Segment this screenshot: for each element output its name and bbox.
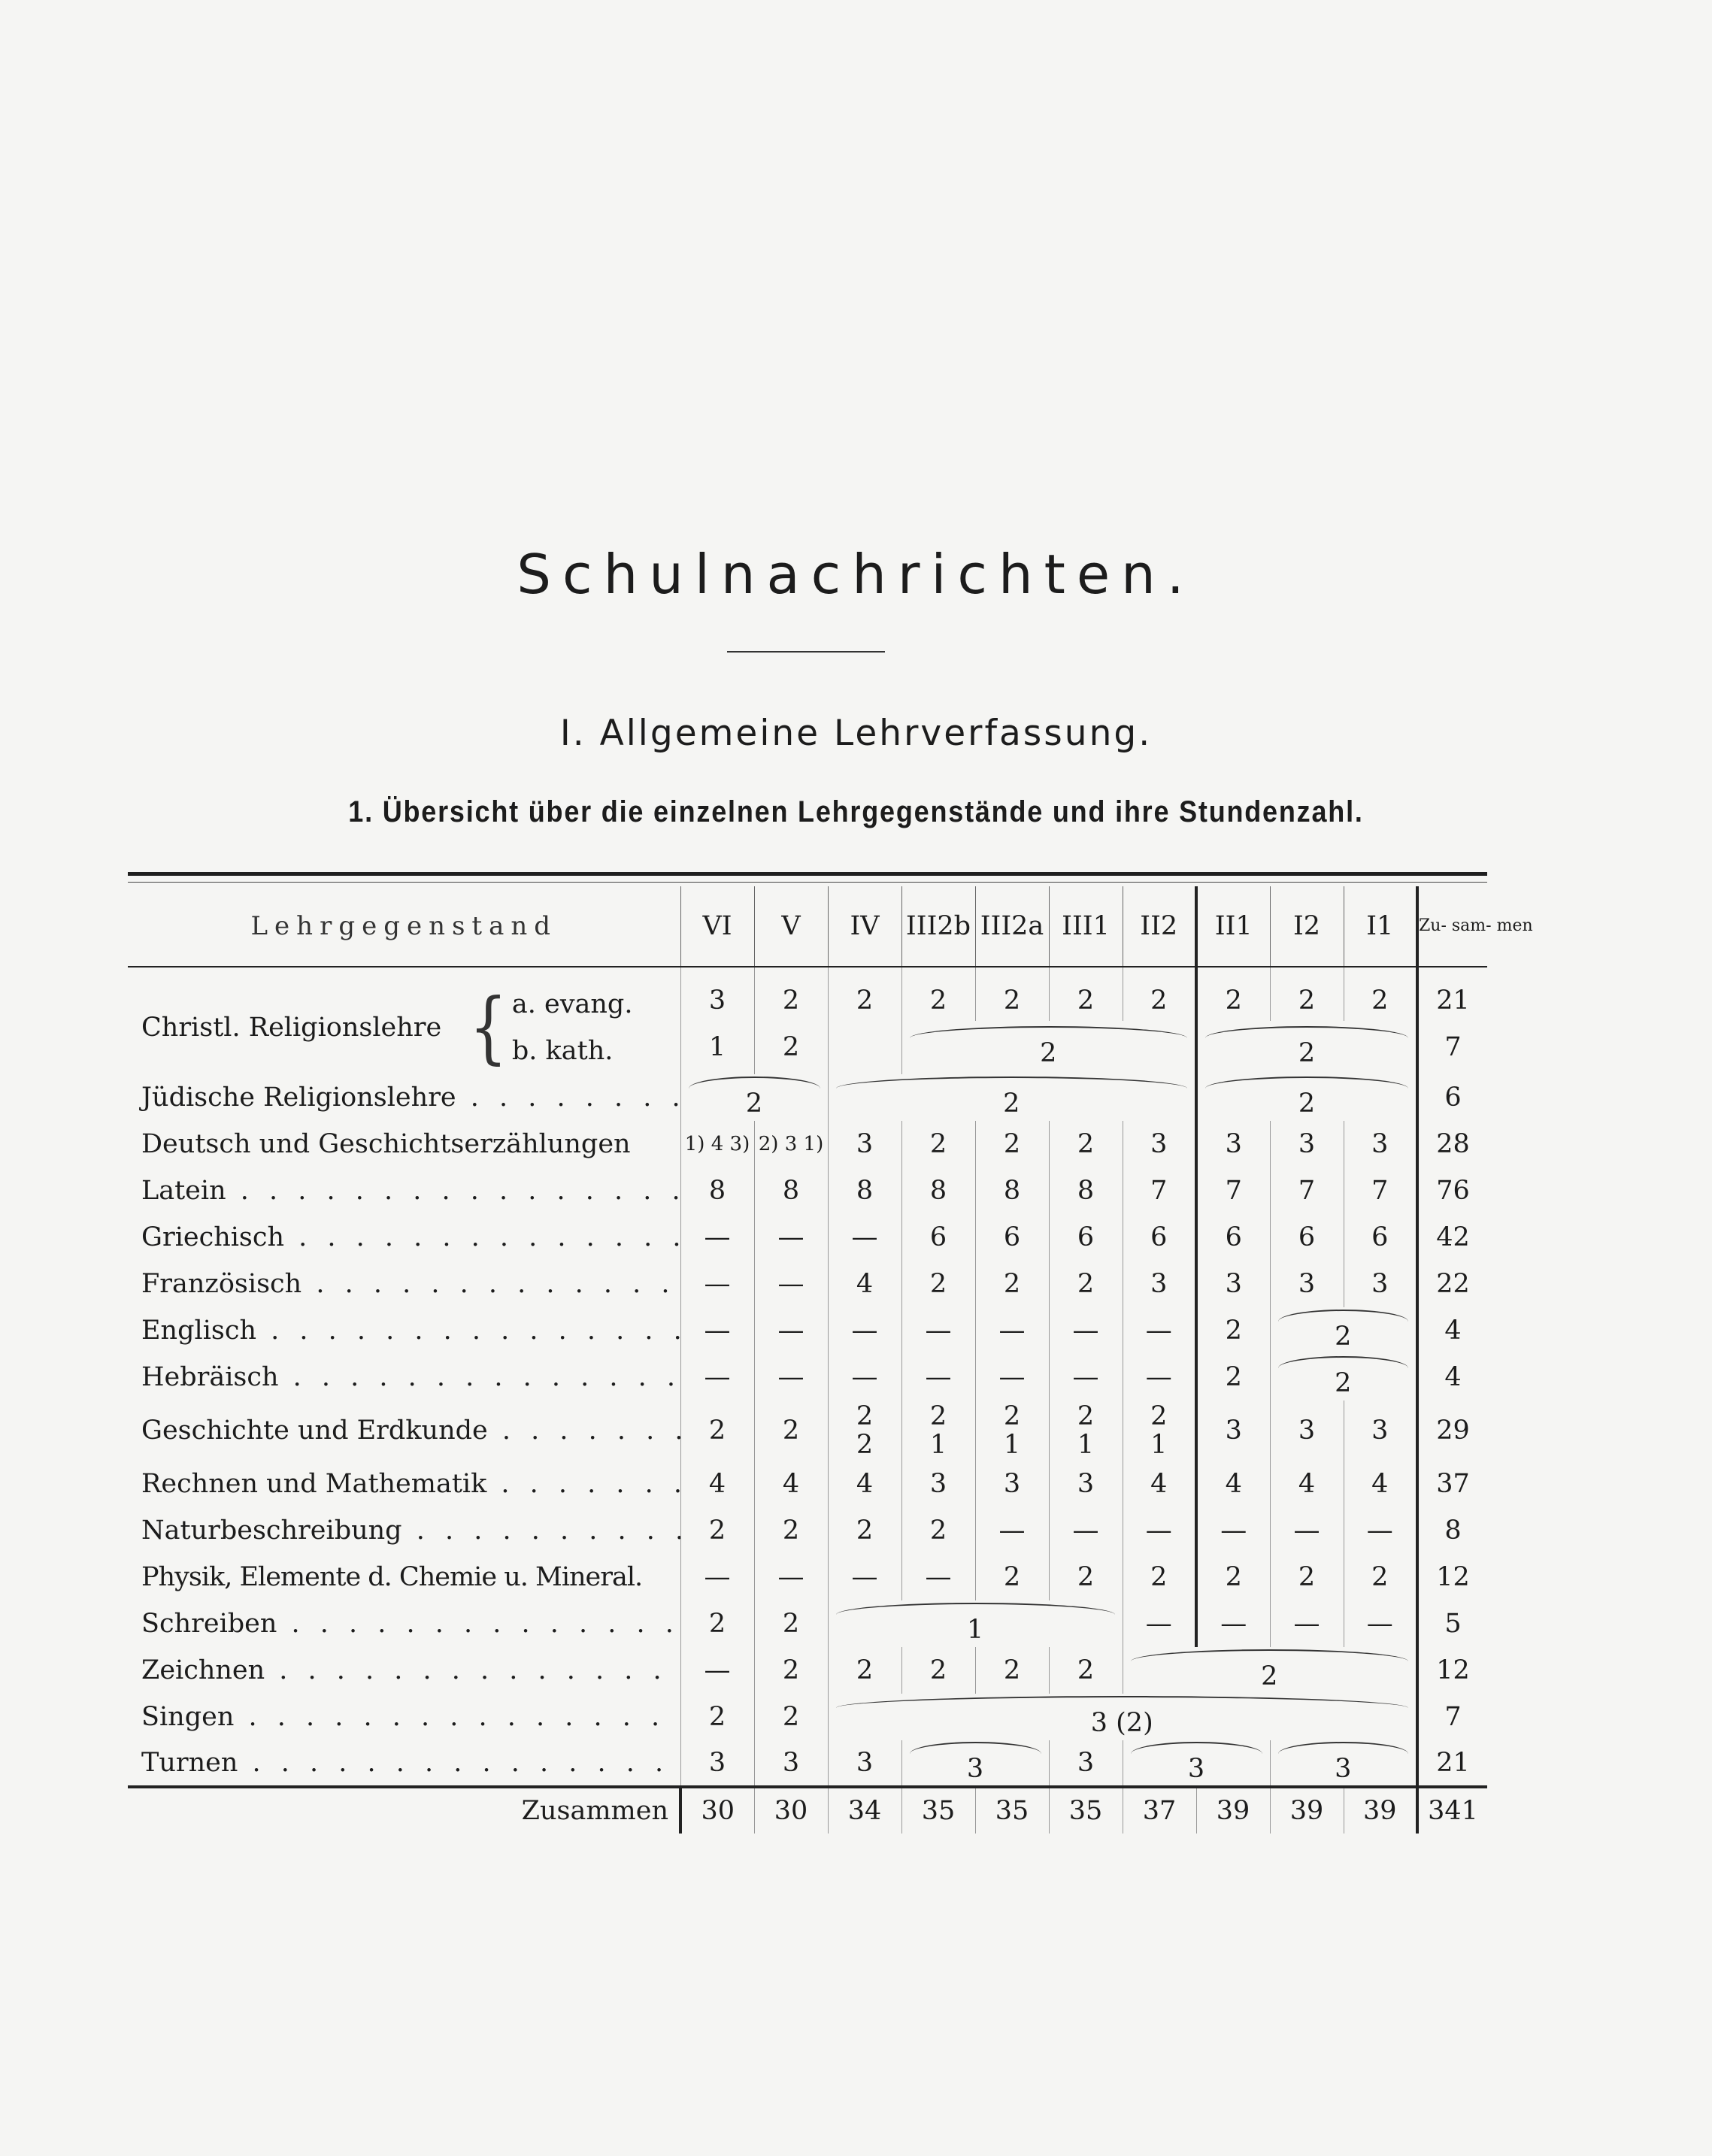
cell: 2 <box>1196 967 1270 1021</box>
cell-span-value: 2 <box>1261 1661 1278 1691</box>
cell: 3 <box>680 967 754 1021</box>
cell: 3 <box>901 1461 975 1507</box>
header-class-iv: IV <box>828 886 901 967</box>
header-total: Zu- sam- men <box>1417 886 1487 967</box>
cell-span-value: 2 <box>1040 1038 1057 1069</box>
cell: 2 <box>680 1600 754 1647</box>
cell: — <box>1123 1507 1196 1554</box>
cell: 3 <box>680 1740 754 1787</box>
sum-cell: 39 <box>1196 1787 1270 1834</box>
brace-line <box>836 1076 1188 1089</box>
brace-line <box>910 1742 1041 1754</box>
header-class-ii1: II1 <box>1196 886 1270 967</box>
cell-span-value: 2 <box>745 1089 763 1119</box>
sum-cell: 30 <box>680 1787 754 1834</box>
cell: — <box>754 1354 828 1400</box>
sum-cell: 35 <box>1049 1787 1123 1834</box>
lehrgegenstaende-table-container <box>128 872 1533 1834</box>
cell: — <box>680 1647 754 1694</box>
cell-subject: Hebräisch . . . <box>128 1354 680 1400</box>
table-row <box>128 1554 1487 1600</box>
table-sum-row <box>128 1787 1487 1834</box>
cell: — <box>680 1214 754 1261</box>
cell: 2 <box>901 1507 975 1554</box>
cell: — <box>1123 1600 1196 1647</box>
cell-subject: Englisch . . . <box>128 1307 680 1354</box>
cell: 2 <box>901 1647 975 1694</box>
cell: — <box>754 1307 828 1354</box>
header-class-vi: VI <box>680 886 754 967</box>
lehrgegenstaende-table <box>128 886 1533 1834</box>
cell: 2 <box>754 1400 828 1461</box>
sum-cell: 39 <box>1270 1787 1344 1834</box>
cell: 4 <box>754 1461 828 1507</box>
cell: 2 <box>680 1694 754 1740</box>
cell: 4 <box>828 1261 901 1307</box>
cell: 2 <box>828 1647 901 1694</box>
cell: — <box>1123 1354 1196 1400</box>
sum-total: 341 <box>1417 1787 1487 1834</box>
subsection-title: 1. Übersicht über die einzelnen Lehrgegenstände und ihre Stundenzahl. <box>348 795 1364 828</box>
cell-total: 12 <box>1417 1647 1487 1694</box>
cell: 6 <box>1196 1214 1270 1261</box>
cell: — <box>1344 1600 1417 1647</box>
table-row <box>128 967 1487 1021</box>
cell: 4 <box>1344 1461 1417 1507</box>
cell: — <box>828 1354 901 1400</box>
cell-subject: Griechisch . . . <box>128 1214 680 1261</box>
cell-span <box>1196 1074 1417 1121</box>
cell: 2 1 <box>975 1400 1049 1461</box>
sum-cell: 35 <box>975 1787 1049 1834</box>
cell: 2 <box>1049 1554 1123 1600</box>
cell: 2 <box>754 967 828 1021</box>
cell: 2 <box>1049 967 1123 1021</box>
brace-line <box>1131 1742 1262 1754</box>
cell: 6 <box>1344 1214 1417 1261</box>
cell-subject: Schreiben . . . <box>128 1600 680 1647</box>
cell: 2 <box>975 1121 1049 1167</box>
cell: — <box>754 1214 828 1261</box>
cell: 2 <box>975 1261 1049 1307</box>
sum-cell: 30 <box>754 1787 828 1834</box>
table-row <box>128 1121 1487 1167</box>
cell: 3 <box>1344 1261 1417 1307</box>
cell-span <box>1196 1021 1417 1075</box>
brace-line <box>1278 1310 1409 1322</box>
table-row <box>128 1740 1487 1787</box>
brace-line <box>1278 1356 1409 1368</box>
cell: — <box>1270 1507 1344 1554</box>
cell: 8 <box>680 1167 754 1214</box>
cell-subject: Latein . . . <box>128 1167 680 1214</box>
cell: 3 <box>1196 1121 1270 1167</box>
cell-span <box>901 1740 1049 1787</box>
cell-span-value: 2 <box>1335 1368 1352 1398</box>
header-class-iii1: III1 <box>1049 886 1123 967</box>
cell-total: 21 <box>1417 1740 1487 1787</box>
cell-subject: Zeichnen . . . <box>128 1647 680 1694</box>
cell-subject: Deutsch und Geschichtserzählungen <box>141 1129 631 1159</box>
cell-span <box>1270 1740 1417 1787</box>
cell-subject-religion <box>128 967 680 1074</box>
cell-subject: Singen . . . <box>128 1694 680 1740</box>
brace-line <box>689 1076 820 1089</box>
cell: 7 <box>1270 1167 1344 1214</box>
cell: 2 <box>1049 1261 1123 1307</box>
cell: 2 <box>1196 1354 1270 1400</box>
cell: — <box>680 1307 754 1354</box>
cell: 2 <box>754 1647 828 1694</box>
cell: 3 <box>1196 1400 1270 1461</box>
cell-subject: Naturbeschreibung . . . <box>128 1507 680 1554</box>
cell: 2 <box>1344 1554 1417 1600</box>
cell: 3 <box>754 1740 828 1787</box>
table-row <box>128 1261 1487 1307</box>
brace-line <box>836 1603 1115 1615</box>
cell: 3 <box>1270 1400 1344 1461</box>
cell-span-value: 2 <box>1298 1089 1316 1119</box>
cell-total: 37 <box>1417 1461 1487 1507</box>
sum-cell: 37 <box>1123 1787 1196 1834</box>
cell: — <box>754 1261 828 1307</box>
cell: 3 <box>1049 1461 1123 1507</box>
cell: 3 <box>1270 1121 1344 1167</box>
cell-span <box>828 1600 1123 1647</box>
cell-span-value: 3 (2) <box>1090 1708 1153 1738</box>
cell: — <box>680 1261 754 1307</box>
cell: — <box>901 1554 975 1600</box>
cell-span <box>680 1074 828 1121</box>
cell-span <box>828 1694 1417 1740</box>
table-row <box>128 1694 1487 1740</box>
cell: 2 <box>1123 967 1196 1021</box>
header-class-v: V <box>754 886 828 967</box>
brace-icon: { <box>469 981 508 1073</box>
cell: 2 2 <box>828 1400 901 1461</box>
cell: — <box>828 1214 901 1261</box>
cell-span <box>1270 1307 1417 1354</box>
cell: 8 <box>975 1167 1049 1214</box>
cell-total: 12 <box>1417 1554 1487 1600</box>
cell: 3 <box>1123 1121 1196 1167</box>
table-row <box>128 1647 1487 1694</box>
sum-cell: 39 <box>1344 1787 1417 1834</box>
table-row <box>128 1307 1487 1354</box>
cell: 2 <box>901 967 975 1021</box>
religion-label: Christl. Religionslehre <box>141 1013 442 1043</box>
cell: — <box>975 1307 1049 1354</box>
brace-line <box>910 1026 1188 1038</box>
cell: 2 <box>975 1647 1049 1694</box>
cell: 2) 3 1) <box>754 1121 828 1167</box>
cell: 2 <box>1196 1554 1270 1600</box>
cell-span <box>828 1074 1196 1121</box>
cell-span-value: 2 <box>1298 1038 1316 1069</box>
sum-label: Zusammen <box>128 1787 680 1834</box>
cell-empty <box>828 1021 901 1075</box>
cell-total: 4 <box>1417 1354 1487 1400</box>
cell: 2 <box>1123 1554 1196 1600</box>
brace-line <box>1278 1742 1409 1754</box>
cell: — <box>828 1307 901 1354</box>
cell-total: 21 <box>1417 967 1487 1021</box>
cell: 3 <box>1344 1400 1417 1461</box>
cell: 6 <box>975 1214 1049 1261</box>
cell: 2 <box>1344 967 1417 1021</box>
cell: 3 <box>1196 1261 1270 1307</box>
cell: 2 <box>754 1507 828 1554</box>
title-divider <box>727 651 885 653</box>
sum-cell: 34 <box>828 1787 901 1834</box>
cell: 8 <box>1049 1167 1123 1214</box>
cell: 8 <box>828 1167 901 1214</box>
cell: 3 <box>828 1121 901 1167</box>
cell: 4 <box>828 1461 901 1507</box>
cell: 3 <box>1270 1261 1344 1307</box>
cell: — <box>901 1307 975 1354</box>
cell: 2 1 <box>901 1400 975 1461</box>
page-title: Schulnachrichten. <box>517 543 1195 606</box>
cell-span-value: 3 <box>966 1754 984 1784</box>
cell: 3 <box>975 1461 1049 1507</box>
cell: — <box>1270 1600 1344 1647</box>
brace-line <box>1131 1649 1409 1661</box>
cell: 3 <box>828 1740 901 1787</box>
cell: 2 <box>975 967 1049 1021</box>
header-subject: Lehrgegenstand <box>128 886 680 967</box>
cell: 2 <box>754 1694 828 1740</box>
cell: 2 1 <box>1123 1400 1196 1461</box>
cell: — <box>1196 1507 1270 1554</box>
religion-kath-label: b. kath. <box>511 1036 614 1066</box>
cell-subject: Jüdische Religionslehre . . . <box>128 1074 680 1121</box>
cell: 8 <box>754 1167 828 1214</box>
cell: 4 <box>1196 1461 1270 1507</box>
cell-span <box>1123 1647 1417 1694</box>
table-row <box>128 1074 1487 1121</box>
cell: 6 <box>901 1214 975 1261</box>
cell-total: 29 <box>1417 1400 1487 1461</box>
cell: 7 <box>1123 1167 1196 1214</box>
cell: 2 <box>828 1507 901 1554</box>
cell: 3 <box>1049 1740 1123 1787</box>
cell: — <box>1049 1507 1123 1554</box>
cell-total: 22 <box>1417 1261 1487 1307</box>
cell-span-value: 3 <box>1335 1754 1352 1784</box>
cell: — <box>901 1354 975 1400</box>
cell: — <box>1049 1307 1123 1354</box>
cell-span <box>901 1021 1196 1075</box>
cell: 2 <box>901 1121 975 1167</box>
cell: — <box>1344 1507 1417 1554</box>
cell: 1 <box>680 1021 754 1075</box>
cell: 4 <box>1123 1461 1196 1507</box>
cell: 2 <box>754 1021 828 1075</box>
table-row <box>128 1214 1487 1261</box>
header-class-ii2: II2 <box>1123 886 1196 967</box>
cell-total: 76 <box>1417 1167 1487 1214</box>
cell-span-value: 2 <box>1335 1322 1352 1352</box>
cell: 2 <box>828 967 901 1021</box>
table-row <box>128 1600 1487 1647</box>
cell: 2 <box>1049 1647 1123 1694</box>
table-row <box>128 1507 1487 1554</box>
cell: — <box>828 1554 901 1600</box>
cell-span <box>1270 1354 1417 1400</box>
cell-span-value: 1 <box>966 1615 984 1645</box>
cell: 1) 4 3) <box>680 1121 754 1167</box>
cell-span-value: 3 <box>1187 1754 1205 1784</box>
brace-line <box>1205 1026 1408 1038</box>
cell: 2 <box>1270 1554 1344 1600</box>
cell: 2 <box>680 1507 754 1554</box>
cell-total: 7 <box>1417 1021 1487 1075</box>
cell: 3 <box>1123 1261 1196 1307</box>
cell: 2 <box>680 1400 754 1461</box>
cell: 2 <box>1196 1307 1270 1354</box>
cell: 6 <box>1270 1214 1344 1261</box>
header-class-iii2b: III2b <box>901 886 975 967</box>
cell-total: 42 <box>1417 1214 1487 1261</box>
cell: — <box>680 1554 754 1600</box>
cell: — <box>975 1507 1049 1554</box>
cell: — <box>680 1354 754 1400</box>
cell: 2 <box>901 1261 975 1307</box>
cell-subject: Französisch . . . <box>128 1261 680 1307</box>
cell: 2 <box>1049 1121 1123 1167</box>
cell: — <box>1196 1600 1270 1647</box>
header-class-iii2a: III2a <box>975 886 1049 967</box>
cell: 2 <box>975 1554 1049 1600</box>
section-title: I. Allgemeine Lehrverfassung. <box>559 713 1153 754</box>
header-class-i1: I1 <box>1344 886 1417 967</box>
cell-total: 8 <box>1417 1507 1487 1554</box>
cell: 6 <box>1049 1214 1123 1261</box>
brace-line <box>836 1696 1409 1708</box>
cell: 4 <box>1270 1461 1344 1507</box>
cell-subject: Rechnen und Mathematik . . . <box>128 1461 680 1507</box>
cell: 6 <box>1123 1214 1196 1261</box>
cell: 3 <box>1344 1121 1417 1167</box>
cell: — <box>1049 1354 1123 1400</box>
cell: — <box>754 1554 828 1600</box>
cell: 7 <box>1196 1167 1270 1214</box>
cell-total: 4 <box>1417 1307 1487 1354</box>
table-row <box>128 1461 1487 1507</box>
sum-cell: 35 <box>901 1787 975 1834</box>
cell-subject: Turnen . . . <box>128 1740 680 1787</box>
cell: 2 <box>754 1600 828 1647</box>
cell: — <box>975 1354 1049 1400</box>
cell: 4 <box>680 1461 754 1507</box>
cell-total: 6 <box>1417 1074 1487 1121</box>
cell-span-value: 2 <box>1003 1089 1020 1119</box>
cell-subject: Geschichte und Erdkunde . . . <box>128 1400 680 1461</box>
table-header-row <box>128 886 1487 967</box>
cell: 7 <box>1344 1167 1417 1214</box>
cell-total: 28 <box>1417 1121 1487 1167</box>
cell-subject: Physik, Elemente d. Chemie u. Mineral. <box>141 1562 643 1592</box>
table-row <box>128 1167 1487 1214</box>
table-row <box>128 1354 1487 1400</box>
cell: — <box>1123 1307 1196 1354</box>
religion-evang-label: a. evang. <box>511 989 633 1019</box>
table-row <box>128 1400 1487 1461</box>
cell: 2 <box>1270 967 1344 1021</box>
header-class-i2: I2 <box>1270 886 1344 967</box>
cell-total: 7 <box>1417 1694 1487 1740</box>
cell-total: 5 <box>1417 1600 1487 1647</box>
brace-line <box>1205 1076 1408 1089</box>
cell: 8 <box>901 1167 975 1214</box>
cell-span <box>1123 1740 1270 1787</box>
cell: 2 1 <box>1049 1400 1123 1461</box>
